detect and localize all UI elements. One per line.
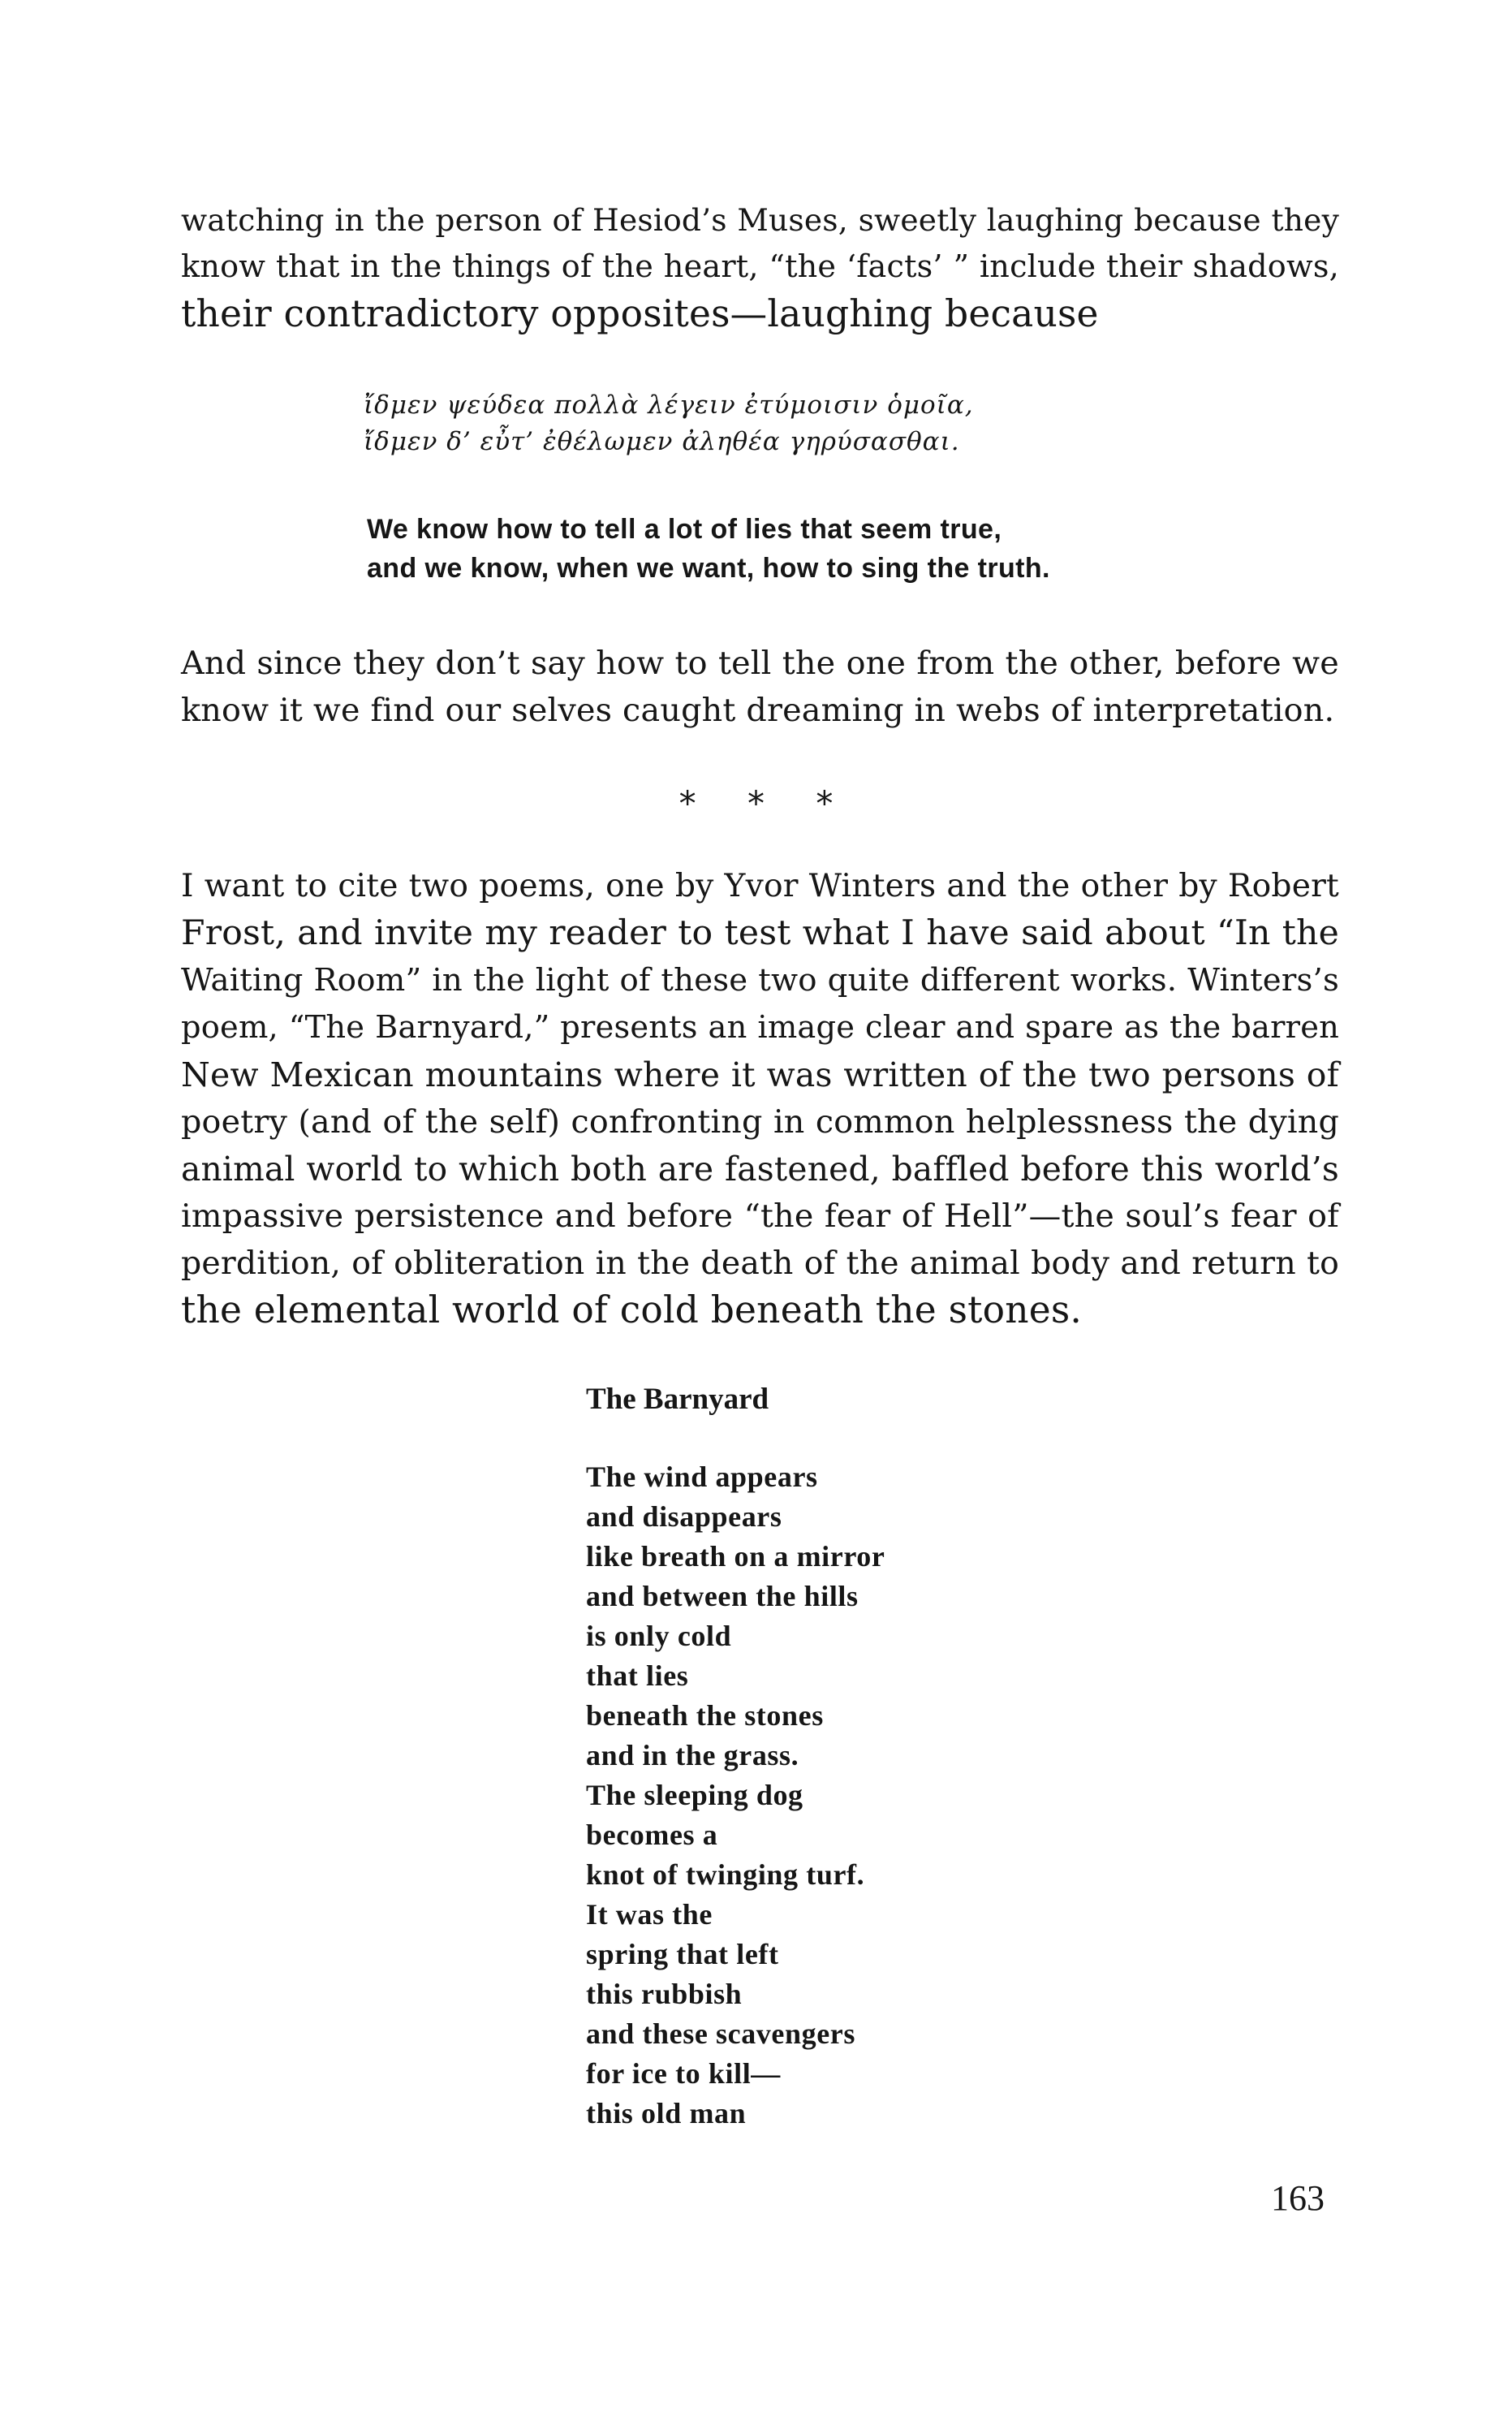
poem-body xyxy=(586,1457,885,2134)
section-break: * * * xyxy=(678,783,834,823)
poem-line: this old man xyxy=(586,2097,747,2129)
paragraph-line: watching in the person of Hesiod’s Muses, sweetly laughing because they xyxy=(181,202,1339,238)
paragraph-line: Frost, and invite my reader to test what I have said about “In the xyxy=(181,913,1339,953)
paragraph-line: Waiting Room” in the light of these two quite different works. Winters’s xyxy=(181,962,1339,999)
poem-line: and between the hills xyxy=(586,1580,859,1612)
poem-line: The sleeping dog xyxy=(586,1779,803,1811)
paragraph-line: know that in the things of the heart, “the ‘facts’ ” include their shadows, xyxy=(181,249,1339,285)
poem-line: The wind appears xyxy=(586,1461,818,1493)
paragraph-two-poems xyxy=(181,863,1339,1334)
poem-line: like breath on a mirror xyxy=(586,1540,885,1573)
poem-line: and disappears xyxy=(586,1500,782,1533)
page-number: 163 xyxy=(1271,2178,1325,2218)
poem-line: spring that left xyxy=(586,1938,779,1970)
poem-line: becomes a xyxy=(586,1819,718,1851)
paragraph-line: And since they don’t say how to tell the one from the other, before we xyxy=(181,645,1339,682)
poem-line: that lies xyxy=(586,1659,689,1692)
poem-line: It was the xyxy=(586,1898,713,1931)
poem-title: The Barnyard xyxy=(586,1383,769,1416)
translation-line: and we know, when we want, how to sing the truth. xyxy=(367,553,1050,584)
poem-line: and in the grass. xyxy=(586,1739,799,1771)
poem-line: is only cold xyxy=(586,1620,732,1652)
paragraph-line: know it we find our selves caught dreaming in webs of interpretation. xyxy=(181,692,1335,729)
paragraph-hesiod-muses xyxy=(181,196,1339,338)
paragraph-interpretation xyxy=(181,640,1339,734)
poem-line: and these scavengers xyxy=(586,2017,855,2050)
greek-quotation xyxy=(364,387,974,460)
poem-line: for ice to kill— xyxy=(586,2057,781,2090)
paragraph-line: impassive persistence and before “the fear of Hell”—the soul’s fear of xyxy=(181,1197,1339,1235)
english-translation xyxy=(367,510,1050,588)
paragraph-line: poem, “The Barnyard,” presents an image clear and spare as the barren xyxy=(181,1009,1339,1046)
translation-line: We know how to tell a lot of lies that seem true, xyxy=(367,514,1002,545)
poem-line: this rubbish xyxy=(586,1978,743,2010)
paragraph-line: their contradictory opposites—laughing because xyxy=(181,292,1099,335)
paragraph-line: I want to cite two poems, one by Yvor Winters and the other by Robert xyxy=(181,868,1339,904)
poem-line: knot of twinging turf. xyxy=(586,1858,865,1891)
paragraph-line: perdition, of obliteration in the death of the animal body and return to xyxy=(181,1245,1339,1282)
paragraph-line: animal world to which both are fastened, baffled before this world’s xyxy=(181,1150,1339,1189)
greek-line: ἴδμεν ψεύδεα πολλὰ λέγειν ἐτύμοισιν ὁμοῖα, xyxy=(364,390,974,420)
paragraph-line: the elemental world of cold beneath the stones. xyxy=(181,1288,1083,1331)
paragraph-line: New Mexican mountains where it was written of the two persons of xyxy=(181,1055,1339,1094)
poem-line: beneath the stones xyxy=(586,1699,824,1732)
greek-line: ἴδμεν δ’ εὖτ’ ἐθέλωμεν ἀληθέα γηρύσασθαι. xyxy=(364,427,960,456)
paragraph-line: poetry (and of the self) confronting in common helplessness the dying xyxy=(181,1103,1339,1141)
